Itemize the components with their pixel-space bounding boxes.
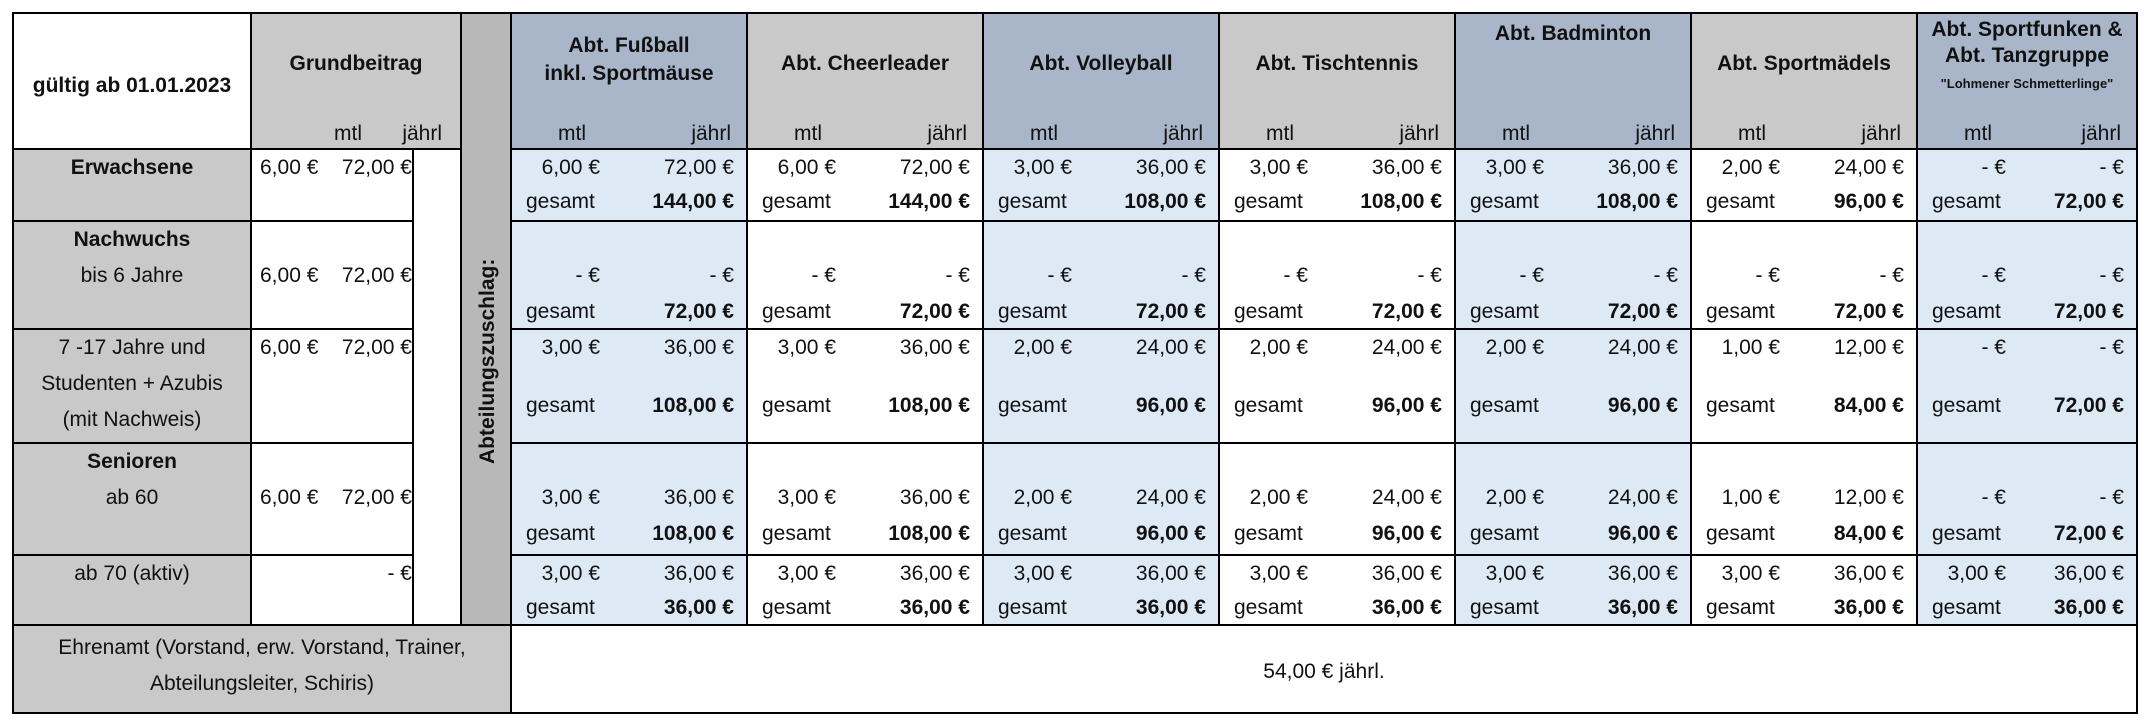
fee-cell xyxy=(746,220,984,330)
department-header-3 xyxy=(982,12,1220,150)
department-header-2 xyxy=(746,12,984,150)
dept-jaehrl-value: 12,00 € xyxy=(1833,336,1904,359)
row-label-cell xyxy=(12,442,252,556)
gesamt-value: 72,00 € xyxy=(1833,300,1904,323)
fee-cell xyxy=(510,220,748,330)
dept-mtl-value: 3,00 € xyxy=(777,562,836,585)
fee-cell xyxy=(510,442,748,556)
dept-mtl-value: - € xyxy=(1981,264,2006,287)
gesamt-value: 96,00 € xyxy=(1607,394,1678,417)
grund-mtl-value: 6,00 € xyxy=(260,336,319,359)
fee-cell xyxy=(1218,148,1456,222)
gesamt-value: 36,00 € xyxy=(1833,596,1904,619)
gesamt-label: gesamt xyxy=(1470,596,1539,619)
fee-cell xyxy=(746,554,984,626)
fee-cell xyxy=(1916,148,2138,222)
dept-jaehrl-header: jährl xyxy=(927,122,967,145)
fee-cell xyxy=(1916,328,2138,444)
dept-mtl-value: 3,00 € xyxy=(777,336,836,359)
dept-mtl-value: 2,00 € xyxy=(1013,486,1072,509)
dept-mtl-value: 3,00 € xyxy=(1947,562,2006,585)
dept-mtl-value: 3,00 € xyxy=(1249,156,1308,179)
dept-mtl-value: - € xyxy=(1981,486,2006,509)
fee-cell xyxy=(746,148,984,222)
row-label-line1: Senioren xyxy=(87,450,177,473)
dept-mtl-value: 2,00 € xyxy=(1485,486,1544,509)
dept-mtl-value: - € xyxy=(1755,264,1780,287)
gesamt-value: 84,00 € xyxy=(1833,394,1904,417)
gesamt-label: gesamt xyxy=(762,300,831,323)
dept-jaehrl-value: - € xyxy=(1879,264,1904,287)
dept-mtl-header: mtl xyxy=(558,122,586,145)
dept-jaehrl-value: 36,00 € xyxy=(1135,562,1206,585)
header-valid-cell xyxy=(12,12,252,150)
gesamt-value: 96,00 € xyxy=(1135,522,1206,545)
dept-mtl-value: 3,00 € xyxy=(1249,562,1308,585)
gesamt-value: 108,00 € xyxy=(1360,190,1442,213)
row-label-line1: Erwachsene xyxy=(70,156,194,179)
gesamt-label: gesamt xyxy=(1706,522,1775,545)
dept-mtl-value: - € xyxy=(575,264,600,287)
gesamt-value: 36,00 € xyxy=(899,596,970,619)
dept-mtl-value: 2,00 € xyxy=(1013,336,1072,359)
grund-jaehrl-header: jährl xyxy=(402,122,442,145)
footer-label-cell xyxy=(12,624,512,714)
valid-from-text: gültig ab 01.01.2023 xyxy=(32,74,232,97)
dept-mtl-header: mtl xyxy=(1030,122,1058,145)
dept-jaehrl-value: - € xyxy=(1181,264,1206,287)
gesamt-label: gesamt xyxy=(526,300,595,323)
department-name: Abt. Volleyball xyxy=(1029,52,1173,75)
row-grund-cell xyxy=(250,554,414,626)
gesamt-label: gesamt xyxy=(1706,190,1775,213)
dept-mtl-value: 3,00 € xyxy=(1721,562,1780,585)
gesamt-value: 72,00 € xyxy=(2053,300,2124,323)
grund-mtl-value: 6,00 € xyxy=(260,486,319,509)
dept-jaehrl-value: 24,00 € xyxy=(1371,336,1442,359)
dept-jaehrl-value: - € xyxy=(2099,336,2124,359)
gesamt-value: 96,00 € xyxy=(1607,522,1678,545)
grund-jaehrl-value: 72,00 € xyxy=(341,486,412,509)
dept-mtl-value: 3,00 € xyxy=(1485,156,1544,179)
gesamt-value: 72,00 € xyxy=(1607,300,1678,323)
gesamt-value: 108,00 € xyxy=(1596,190,1678,213)
fee-cell xyxy=(510,328,748,444)
gesamt-label: gesamt xyxy=(1932,394,2001,417)
gesamt-value: 72,00 € xyxy=(2053,394,2124,417)
dept-jaehrl-value: - € xyxy=(945,264,970,287)
gesamt-value: 144,00 € xyxy=(888,190,970,213)
grund-mtl-value: 6,00 € xyxy=(260,156,319,179)
gesamt-value: 36,00 € xyxy=(663,596,734,619)
gesamt-label: gesamt xyxy=(1706,394,1775,417)
dept-jaehrl-value: 36,00 € xyxy=(2053,562,2124,585)
row-grund-cell xyxy=(250,148,414,222)
gesamt-value: 72,00 € xyxy=(899,300,970,323)
dept-mtl-value: 3,00 € xyxy=(1485,562,1544,585)
dept-mtl-value: 3,00 € xyxy=(1013,562,1072,585)
gesamt-label: gesamt xyxy=(526,522,595,545)
row-label-line2: ab 60 xyxy=(105,486,159,509)
grund-jaehrl-value: 72,00 € xyxy=(341,336,412,359)
fee-cell xyxy=(1454,220,1692,330)
department-subname: Abt. Tanzgruppe xyxy=(1944,44,2110,67)
dept-jaehrl-value: - € xyxy=(1417,264,1442,287)
dept-jaehrl-value: 36,00 € xyxy=(1371,156,1442,179)
dept-jaehrl-value: 36,00 € xyxy=(1833,562,1904,585)
gesamt-value: 96,00 € xyxy=(1371,394,1442,417)
gesamt-label: gesamt xyxy=(1932,522,2001,545)
dept-mtl-value: - € xyxy=(1519,264,1544,287)
dept-mtl-value: - € xyxy=(1047,264,1072,287)
footer-label-line2: Abteilungsleiter, Schiris) xyxy=(149,672,375,695)
dept-jaehrl-value: 24,00 € xyxy=(1833,156,1904,179)
row-label-line1: Nachwuchs xyxy=(73,228,191,251)
gesamt-label: gesamt xyxy=(762,190,831,213)
dept-mtl-value: - € xyxy=(1283,264,1308,287)
gesamt-value: 96,00 € xyxy=(1135,394,1206,417)
row-label-cell xyxy=(12,220,252,330)
fee-cell xyxy=(982,220,1220,330)
gesamt-label: gesamt xyxy=(526,596,595,619)
dept-mtl-value: 3,00 € xyxy=(541,486,600,509)
gesamt-label: gesamt xyxy=(762,394,831,417)
dept-mtl-value: - € xyxy=(1981,336,2006,359)
gesamt-value: 108,00 € xyxy=(652,522,734,545)
footer-label-line1: Ehrenamt (Vorstand, erw. Vorstand, Trainer, xyxy=(58,636,466,659)
grundbeitrag-title: Grundbeitrag xyxy=(289,52,423,75)
department-subname: inkl. Sportmäuse xyxy=(544,62,714,85)
dept-jaehrl-value: 36,00 € xyxy=(899,562,970,585)
gesamt-label: gesamt xyxy=(1932,596,2001,619)
fee-cell xyxy=(1916,554,2138,626)
gesamt-value: 72,00 € xyxy=(2053,190,2124,213)
dept-jaehrl-value: - € xyxy=(1653,264,1678,287)
gesamt-value: 108,00 € xyxy=(888,522,970,545)
department-header-5 xyxy=(1454,12,1692,150)
row-label-cell xyxy=(12,554,252,626)
fee-cell xyxy=(1690,328,1918,444)
dept-jaehrl-header: jährl xyxy=(691,122,731,145)
gesamt-label: gesamt xyxy=(1234,190,1303,213)
fee-cell xyxy=(510,554,748,626)
dept-mtl-header: mtl xyxy=(794,122,822,145)
gesamt-value: 72,00 € xyxy=(1135,300,1206,323)
gesamt-value: 72,00 € xyxy=(663,300,734,323)
dept-mtl-value: 6,00 € xyxy=(541,156,600,179)
gesamt-value: 108,00 € xyxy=(652,394,734,417)
fee-cell xyxy=(1690,554,1918,626)
fee-cell xyxy=(746,442,984,556)
row-label-line2: bis 6 Jahre xyxy=(80,264,184,287)
fee-cell xyxy=(1218,220,1456,330)
gesamt-label: gesamt xyxy=(1706,596,1775,619)
dept-mtl-header: mtl xyxy=(1738,122,1766,145)
gesamt-label: gesamt xyxy=(1234,522,1303,545)
dept-mtl-value: 2,00 € xyxy=(1249,486,1308,509)
fee-cell xyxy=(1454,148,1692,222)
grund-jaehrl-value: 72,00 € xyxy=(341,264,412,287)
fee-cell xyxy=(1454,554,1692,626)
department-header-4 xyxy=(1218,12,1456,150)
dept-mtl-value: 2,00 € xyxy=(1485,336,1544,359)
gesamt-label: gesamt xyxy=(1234,596,1303,619)
fee-cell xyxy=(982,328,1220,444)
dept-jaehrl-header: jährl xyxy=(1163,122,1203,145)
row-grund-cell xyxy=(250,328,414,444)
row-grund-cell xyxy=(250,220,414,330)
fee-cell xyxy=(982,442,1220,556)
gesamt-label: gesamt xyxy=(1234,394,1303,417)
row-label-cell xyxy=(12,328,252,444)
gesamt-value: 96,00 € xyxy=(1371,522,1442,545)
dept-jaehrl-value: 72,00 € xyxy=(899,156,970,179)
dept-mtl-value: - € xyxy=(811,264,836,287)
fee-cell xyxy=(1690,148,1918,222)
fee-cell xyxy=(1218,328,1456,444)
dept-jaehrl-value: 36,00 € xyxy=(663,486,734,509)
dept-jaehrl-value: 24,00 € xyxy=(1607,486,1678,509)
gesamt-value: 108,00 € xyxy=(1124,190,1206,213)
fee-cell xyxy=(510,148,748,222)
fee-cell xyxy=(1218,554,1456,626)
ehrenamt-fee: 54,00 € jährl. xyxy=(1263,660,1385,683)
gesamt-label: gesamt xyxy=(526,394,595,417)
dept-mtl-header: mtl xyxy=(1502,122,1530,145)
gesamt-label: gesamt xyxy=(1932,190,2001,213)
department-name: Abt. Badminton xyxy=(1494,22,1652,45)
department-name: Abt. Fußball xyxy=(568,34,690,57)
dept-jaehrl-value: 36,00 € xyxy=(1135,156,1206,179)
fee-cell xyxy=(982,554,1220,626)
department-name: Abt. Sportmädels xyxy=(1717,52,1891,75)
dept-jaehrl-value: 24,00 € xyxy=(1135,486,1206,509)
grund-jaehrl-value: - € xyxy=(387,562,412,585)
fee-cell xyxy=(1218,442,1456,556)
dept-mtl-value: - € xyxy=(1981,156,2006,179)
gesamt-value: 36,00 € xyxy=(2053,596,2124,619)
department-name: Abt. Cheerleader xyxy=(780,52,950,75)
dept-jaehrl-header: jährl xyxy=(1635,122,1675,145)
dept-mtl-value: 3,00 € xyxy=(777,486,836,509)
gesamt-label: gesamt xyxy=(1706,300,1775,323)
row-label-line1: ab 70 (aktiv) xyxy=(74,562,190,585)
gesamt-label: gesamt xyxy=(1932,300,2001,323)
row-grund-cell xyxy=(250,442,414,556)
header-grundbeitrag-cell xyxy=(250,12,462,150)
dept-mtl-value: 3,00 € xyxy=(541,562,600,585)
gesamt-value: 72,00 € xyxy=(1371,300,1442,323)
dept-mtl-value: 6,00 € xyxy=(777,156,836,179)
surcharge-label: Abteilungszuschlag: xyxy=(476,258,499,464)
gesamt-value: 36,00 € xyxy=(1607,596,1678,619)
gesamt-label: gesamt xyxy=(998,596,1067,619)
dept-jaehrl-header: jährl xyxy=(1399,122,1439,145)
dept-jaehrl-value: - € xyxy=(709,264,734,287)
fee-cell xyxy=(1454,328,1692,444)
department-name: Abt. Sportfunken & xyxy=(1931,18,2123,41)
dept-mtl-value: 1,00 € xyxy=(1721,486,1780,509)
dept-jaehrl-value: 36,00 € xyxy=(899,486,970,509)
fee-cell xyxy=(1454,442,1692,556)
gesamt-label: gesamt xyxy=(1470,394,1539,417)
row-label-line1: 7 -17 Jahre und xyxy=(58,336,206,359)
gesamt-value: 108,00 € xyxy=(888,394,970,417)
dept-mtl-value: 2,00 € xyxy=(1249,336,1308,359)
dept-jaehrl-value: 36,00 € xyxy=(1607,562,1678,585)
dept-jaehrl-value: 36,00 € xyxy=(663,336,734,359)
department-header-7 xyxy=(1916,12,2138,150)
dept-jaehrl-value: 72,00 € xyxy=(663,156,734,179)
fee-cell xyxy=(1916,442,2138,556)
dept-mtl-value: 3,00 € xyxy=(1013,156,1072,179)
fee-cell xyxy=(746,328,984,444)
gesamt-label: gesamt xyxy=(998,394,1067,417)
dept-mtl-value: 1,00 € xyxy=(1721,336,1780,359)
gesamt-label: gesamt xyxy=(1470,522,1539,545)
gesamt-label: gesamt xyxy=(1470,300,1539,323)
gesamt-value: 36,00 € xyxy=(1371,596,1442,619)
dept-jaehrl-value: 36,00 € xyxy=(899,336,970,359)
dept-jaehrl-value: 24,00 € xyxy=(1607,336,1678,359)
gesamt-label: gesamt xyxy=(526,190,595,213)
department-header-1 xyxy=(510,12,748,150)
dept-mtl-header: mtl xyxy=(1266,122,1294,145)
dept-jaehrl-value: 36,00 € xyxy=(663,562,734,585)
dept-jaehrl-value: 36,00 € xyxy=(1607,156,1678,179)
grund-jaehrl-value: 72,00 € xyxy=(341,156,412,179)
gesamt-label: gesamt xyxy=(998,522,1067,545)
gesamt-label: gesamt xyxy=(1470,190,1539,213)
dept-jaehrl-value: - € xyxy=(2099,264,2124,287)
dept-jaehrl-header: jährl xyxy=(2081,122,2121,145)
gesamt-value: 96,00 € xyxy=(1833,190,1904,213)
gesamt-label: gesamt xyxy=(762,522,831,545)
dept-jaehrl-value: 12,00 € xyxy=(1833,486,1904,509)
gesamt-label: gesamt xyxy=(998,190,1067,213)
dept-jaehrl-value: 24,00 € xyxy=(1135,336,1206,359)
department-header-6 xyxy=(1690,12,1918,150)
gesamt-label: gesamt xyxy=(998,300,1067,323)
dept-mtl-value: 3,00 € xyxy=(541,336,600,359)
row-label-cell xyxy=(12,148,252,222)
dept-jaehrl-header: jährl xyxy=(1861,122,1901,145)
dept-mtl-header: mtl xyxy=(1964,122,1992,145)
row-label-line2: Studenten + Azubis xyxy=(41,372,223,395)
fee-cell xyxy=(1690,442,1918,556)
grund-mtl-header: mtl xyxy=(334,122,362,145)
department-note: "Lohmener Schmetterlinge" xyxy=(1940,76,2114,91)
fee-cell xyxy=(1690,220,1918,330)
dept-jaehrl-value: - € xyxy=(2099,486,2124,509)
dept-jaehrl-value: 36,00 € xyxy=(1371,562,1442,585)
row-label-line3: (mit Nachweis) xyxy=(62,408,202,431)
dept-jaehrl-value: - € xyxy=(2099,156,2124,179)
gesamt-value: 36,00 € xyxy=(1135,596,1206,619)
footer-value-cell xyxy=(510,624,2138,714)
gesamt-label: gesamt xyxy=(1234,300,1303,323)
gesamt-value: 72,00 € xyxy=(2053,522,2124,545)
fee-cell xyxy=(982,148,1220,222)
surcharge-column xyxy=(460,12,512,626)
department-name: Abt. Tischtennis xyxy=(1255,52,1419,75)
grund-mtl-value: 6,00 € xyxy=(260,264,319,287)
gesamt-value: 144,00 € xyxy=(652,190,734,213)
dept-jaehrl-value: 24,00 € xyxy=(1371,486,1442,509)
gesamt-value: 84,00 € xyxy=(1833,522,1904,545)
dept-mtl-value: 2,00 € xyxy=(1721,156,1780,179)
gesamt-label: gesamt xyxy=(762,596,831,619)
fee-cell xyxy=(1916,220,2138,330)
